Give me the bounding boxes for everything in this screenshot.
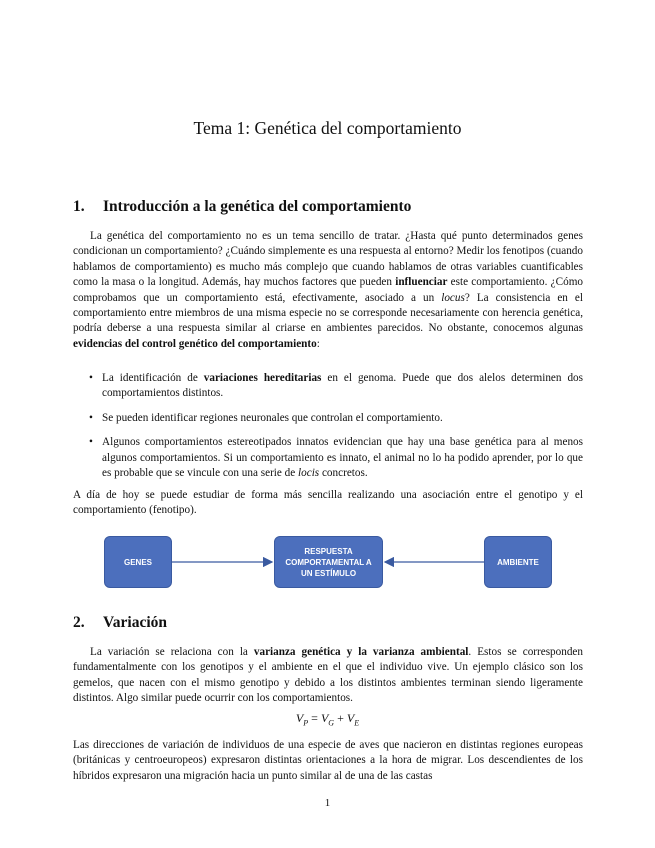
text-run: Se pueden identificar regiones neuronales que controlan el comportamiento.: [102, 411, 443, 424]
bullet-icon: •: [89, 372, 93, 384]
list-item: [89, 411, 583, 426]
eq-subscript: P: [303, 718, 309, 728]
eq-term: V: [295, 711, 304, 725]
eq-term: V: [320, 711, 329, 725]
evidence-list: [89, 371, 583, 481]
response-line-1: RESPUESTA: [304, 546, 353, 556]
bold-text: evidencias del control genético del comportamiento: [73, 337, 317, 350]
eq-subscript: G: [328, 718, 335, 728]
section-1-number: 1.: [73, 198, 85, 215]
text-run: en el genoma. Puede que dos alelos determinen dos comportamientos distintos.: [102, 372, 583, 400]
bullet-icon: •: [89, 436, 93, 449]
genes-box: GENES: [104, 536, 172, 588]
text-run: ? La consistencia en el comportamiento entre miembros de una misma especie no se corresponde necesariamente con herencia genética, podría deberse a una respuesta similar al criarse en ambientes parecidos. No obstante, conocemos algunas: [73, 291, 583, 335]
list-item: [89, 435, 583, 481]
italic-text: locus: [441, 291, 465, 304]
page-number: 1: [324, 797, 331, 809]
text-run: La identificación de: [102, 372, 204, 384]
eq-operator: =: [308, 711, 321, 725]
text-run: La variación se relaciona con la: [90, 646, 254, 658]
section-1-title: Introducción a la genética del comportamiento: [103, 198, 412, 215]
section-2-paragraph-2: Las direcciones de variación de individuos de una especie de aves que nacieron en distintas regiones europeas (británicas y centroeuropeos) expresaron distintas orientaciones a la hora de migrar. Los descendientes de los híbridos expresaron una migración hacia un punto similar al de una de las castas: [73, 739, 583, 782]
section-2-number: 2.: [73, 614, 85, 631]
genes-environment-diagram: [0, 530, 655, 594]
eq-operator: +: [334, 711, 347, 725]
text-run: Algunos comportamientos estereotipados innatos evidencian que hay una base genética para al menos algunos comportamientos. Si un comportamiento es innato, el animal no lo ha podido aprender, por lo que es probable que se vincule con una serie de: [102, 436, 583, 480]
section-2-title: Variación: [103, 614, 168, 631]
eq-subscript: E: [354, 718, 360, 728]
section-1-paragraph-1: [73, 229, 583, 352]
italic-text: locis: [298, 467, 320, 480]
text-run: :: [316, 337, 320, 350]
bold-text: variaciones hereditarias: [203, 372, 322, 384]
section-1-paragraph-2: A día de hoy se puede estudiar de forma más sencilla realizando una asociación entre el genotipo y el comportamiento (fenotipo).: [73, 489, 583, 517]
bold-text: varianza genética y la varianza ambiental: [253, 646, 469, 658]
text-run: este comportamiento. ¿Cómo comprobamos que un comportamiento está, efectivamente, asociado a un: [73, 276, 583, 304]
section-1-heading: [73, 198, 411, 216]
variance-equation: [0, 711, 655, 727]
bullet-icon: •: [89, 411, 93, 424]
eq-term: V: [346, 711, 355, 725]
text-run: . Estos se corresponden fundamentalmente con los genotipos y el ambiente en el que el individuo vive. Un ejemplo clásico son los gemelos, que nacen con el mismo genotipo y debido a los distintos ambientes terminan siendo ligeramente distintos. Algo similar puede ocurrir con los comportamientos.: [73, 646, 583, 705]
list-item: [89, 371, 583, 402]
section-2-paragraph-1: [73, 645, 583, 707]
response-line-3: UN ESTÍMULO: [300, 568, 357, 578]
response-line-2: COMPORTAMENTAL A: [285, 557, 372, 567]
document-title: Tema 1: Genética del comportamiento: [193, 118, 462, 138]
text-run: concretos.: [319, 467, 368, 480]
section-2-heading: [73, 614, 167, 632]
text-run: La genética del comportamiento no es un tema sencillo de tratar. ¿Hasta qué punto determinados genes condicionan un comportamiento? ¿Cuándo simplemente es una respuesta al entorno? Medir los fenotipos (cuando hablamos de comportamiento) es mucho más complejo que cuando hablamos de otras variables cuantificables como la masa o la longitud. Además, hay muchos factores que pueden: [73, 230, 583, 289]
environment-box: AMBIENTE: [484, 536, 552, 588]
bold-text: influenciar: [395, 276, 448, 289]
response-box: [274, 536, 383, 588]
